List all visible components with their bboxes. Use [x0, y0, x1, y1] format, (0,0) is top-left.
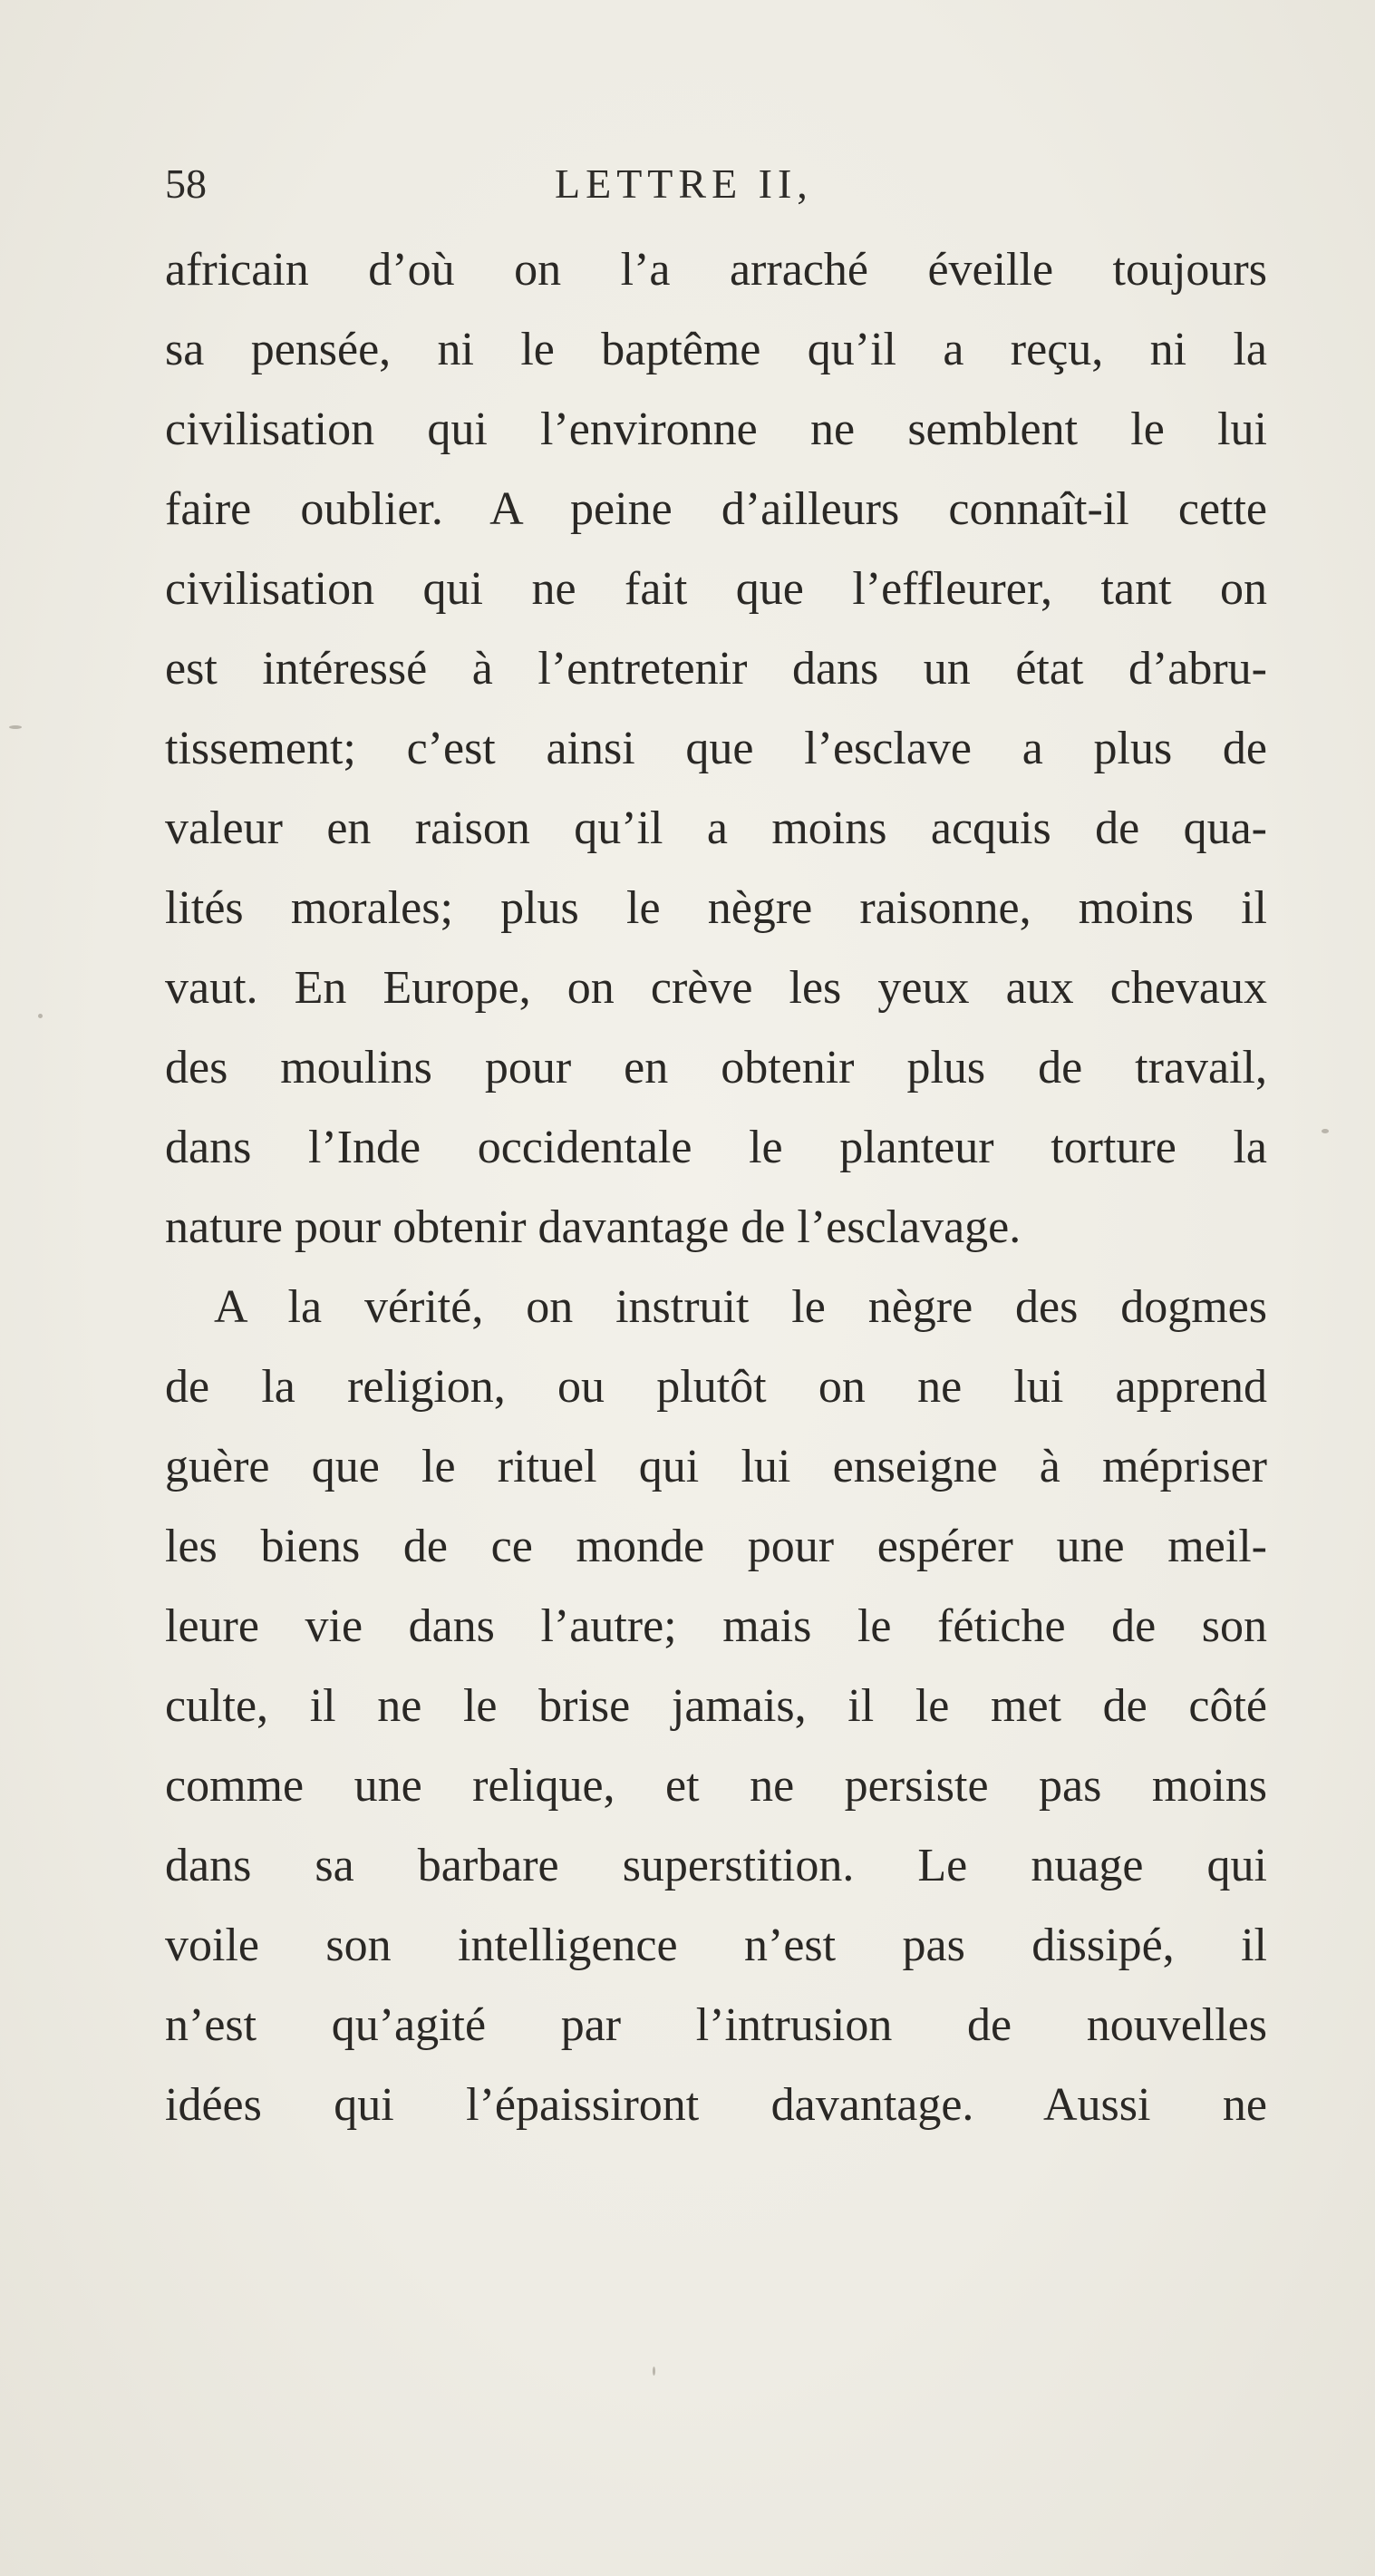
- text-line-23: n’est qu’agité par l’intrusion de nouvelles: [165, 1999, 1267, 2051]
- text-line-5: civilisation qui ne fait que l’effleurer, tant on: [165, 563, 1267, 615]
- text-line-24: idées qui l’épaissiront davantage. Aussi ne: [165, 2079, 1267, 2131]
- text-line-14: A la vérité, on instruit le nègre des dogmes: [214, 1281, 1267, 1333]
- text-line-22: voile son intelligence n’est pas dissipé, il: [165, 1920, 1267, 1971]
- text-line-16: guère que le rituel qui lui enseigne à mépriser: [165, 1441, 1267, 1492]
- body-text: [165, 230, 1267, 2145]
- paper-speck: [9, 725, 22, 729]
- text-line-1: africain d’où on l’a arraché éveille toujours: [165, 244, 1267, 296]
- text-line-15: de la religion, ou plutôt on ne lui apprend: [165, 1361, 1267, 1413]
- text-line-6: est intéressé à l’entretenir dans un état d’abru-: [165, 643, 1267, 695]
- paper-speck: [1322, 1129, 1329, 1133]
- text-line-20: comme une relique, et ne persiste pas moins: [165, 1760, 1267, 1812]
- page-number: 58: [165, 160, 207, 207]
- text-line-18: leure vie dans l’autre; mais le fétiche de son: [165, 1600, 1267, 1652]
- text-line-13: nature pour obtenir davantage de l’esclavage.: [165, 1201, 1022, 1253]
- text-line-7: tissement; c’est ainsi que l’esclave a plus de: [165, 723, 1267, 774]
- text-line-19: culte, il ne le brise jamais, il le met de côté: [165, 1680, 1267, 1732]
- text-line-10: vaut. En Europe, on crève les yeux aux chevaux: [165, 962, 1267, 1014]
- text-line-3: civilisation qui l’environne ne semblent le lui: [165, 403, 1267, 455]
- text-line-11: des moulins pour en obtenir plus de travail,: [165, 1042, 1267, 1094]
- text-line-9: lités morales; plus le nègre raisonne, moins il: [165, 882, 1267, 934]
- text-line-12: dans l’Inde occidentale le planteur torture la: [165, 1122, 1267, 1173]
- running-title: LETTRE II,: [555, 160, 813, 207]
- paper-speck: [653, 2367, 655, 2376]
- text-line-17: les biens de ce monde pour espérer une meil-: [165, 1521, 1267, 1572]
- paper-speck: [38, 1014, 43, 1018]
- text-line-4: faire oublier. A peine d’ailleurs connaît-il cette: [165, 483, 1267, 535]
- text-line-8: valeur en raison qu’il a moins acquis de qua-: [165, 802, 1267, 854]
- text-line-2: sa pensée, ni le baptême qu’il a reçu, ni la: [165, 324, 1267, 375]
- page-header: [165, 152, 1271, 216]
- text-line-21: dans sa barbare superstition. Le nuage qui: [165, 1840, 1267, 1891]
